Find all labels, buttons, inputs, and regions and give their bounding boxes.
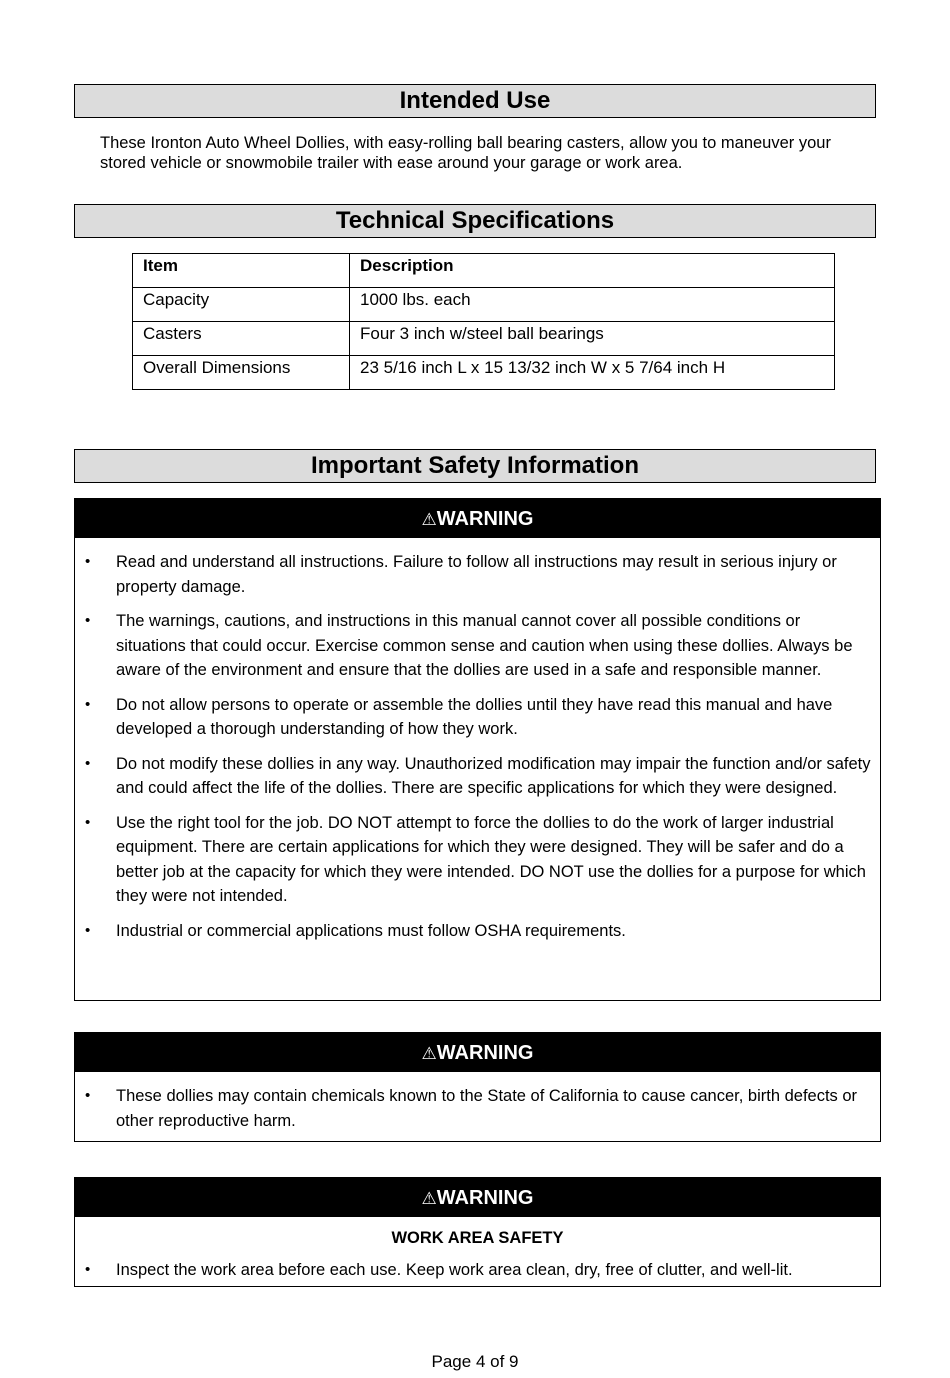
table-header-row [133,254,835,288]
spec-item-cell: Casters [133,322,350,356]
table-row [133,322,835,356]
spec-description-cell: 23 5/16 inch L x 15 13/32 inch W x 5 7/64 inch H [350,356,835,390]
warning-label: WARNING [436,508,534,530]
warning-list [75,1248,880,1301]
warning-triangle-icon: ⚠ [421,1044,437,1063]
list-item: • Do not modify these dollies in any way. Unauthorized modification may impair the function and/or safety and could affect the life of the dollies. There are specific applications for which they were designed. [75,752,872,801]
spec-description-cell: Four 3 inch w/steel ball bearings [350,322,835,356]
warning-box-general [74,498,881,1001]
spec-item-cell: Capacity [133,288,350,322]
tech-specs-heading: Technical Specifications [74,204,876,238]
warning-list [75,538,880,961]
list-item: • Do not allow persons to operate or assemble the dollies until they have read this manual and have developed a thorough understanding of how they work. [75,693,872,742]
list-item: • Use the right tool for the job. DO NOT attempt to force the dollies to do the work of larger industrial equipment. There are certain applications for which they were designed. They will be safer and do a better job at the capacity for which they were intended. DO NOT use the dollies for a purpose for which they were not intended. [75,811,872,909]
list-item: • Read and understand all instructions. Failure to follow all instructions may result in serious injury or property damage. [75,550,872,599]
warning-label: WARNING [436,1187,534,1209]
list-item: • The warnings, cautions, and instructions in this manual cannot cover all possible conditions or situations that could occur. Exercise common sense and caution when using these dollies. Always be aware of the environment and ensure that the dollies are used in a safe and responsible manner. [75,609,872,683]
page-number: Page 4 of 9 [431,1352,519,1371]
specs-table [132,253,835,390]
warning-header [75,499,880,538]
table-row [133,356,835,390]
work-area-safety-subheading: WORK AREA SAFETY [391,1229,564,1247]
column-header-description: Description [350,254,835,288]
column-header-item: Item [133,254,350,288]
spec-item-cell: Overall Dimensions [133,356,350,390]
warning-header [75,1178,880,1217]
intended-use-text: These Ironton Auto Wheel Dollies, with easy-rolling ball bearing casters, allow you to maneuver your stored vehicle or snowmobile trailer with ease around your garage or work area. [100,134,831,172]
warning-box-california [74,1032,881,1142]
safety-heading: Important Safety Information [74,449,876,483]
list-item: • Inspect the work area before each use. Keep work area clean, dry, free of clutter, and well-lit. [75,1258,872,1283]
warning-label: WARNING [436,1042,534,1064]
warning-triangle-icon: ⚠ [421,510,437,529]
warning-list [75,1072,880,1151]
warning-triangle-icon: ⚠ [421,1189,437,1208]
warning-box-work-area [74,1177,881,1287]
intended-use-heading: Intended Use [74,84,876,118]
warning-header [75,1033,880,1072]
table-row [133,288,835,322]
list-item: • These dollies may contain chemicals known to the State of California to cause cancer, birth defects or other reproductive harm. [75,1084,872,1133]
spec-description-cell: 1000 lbs. each [350,288,835,322]
list-item: • Industrial or commercial applications must follow OSHA requirements. [75,919,872,944]
